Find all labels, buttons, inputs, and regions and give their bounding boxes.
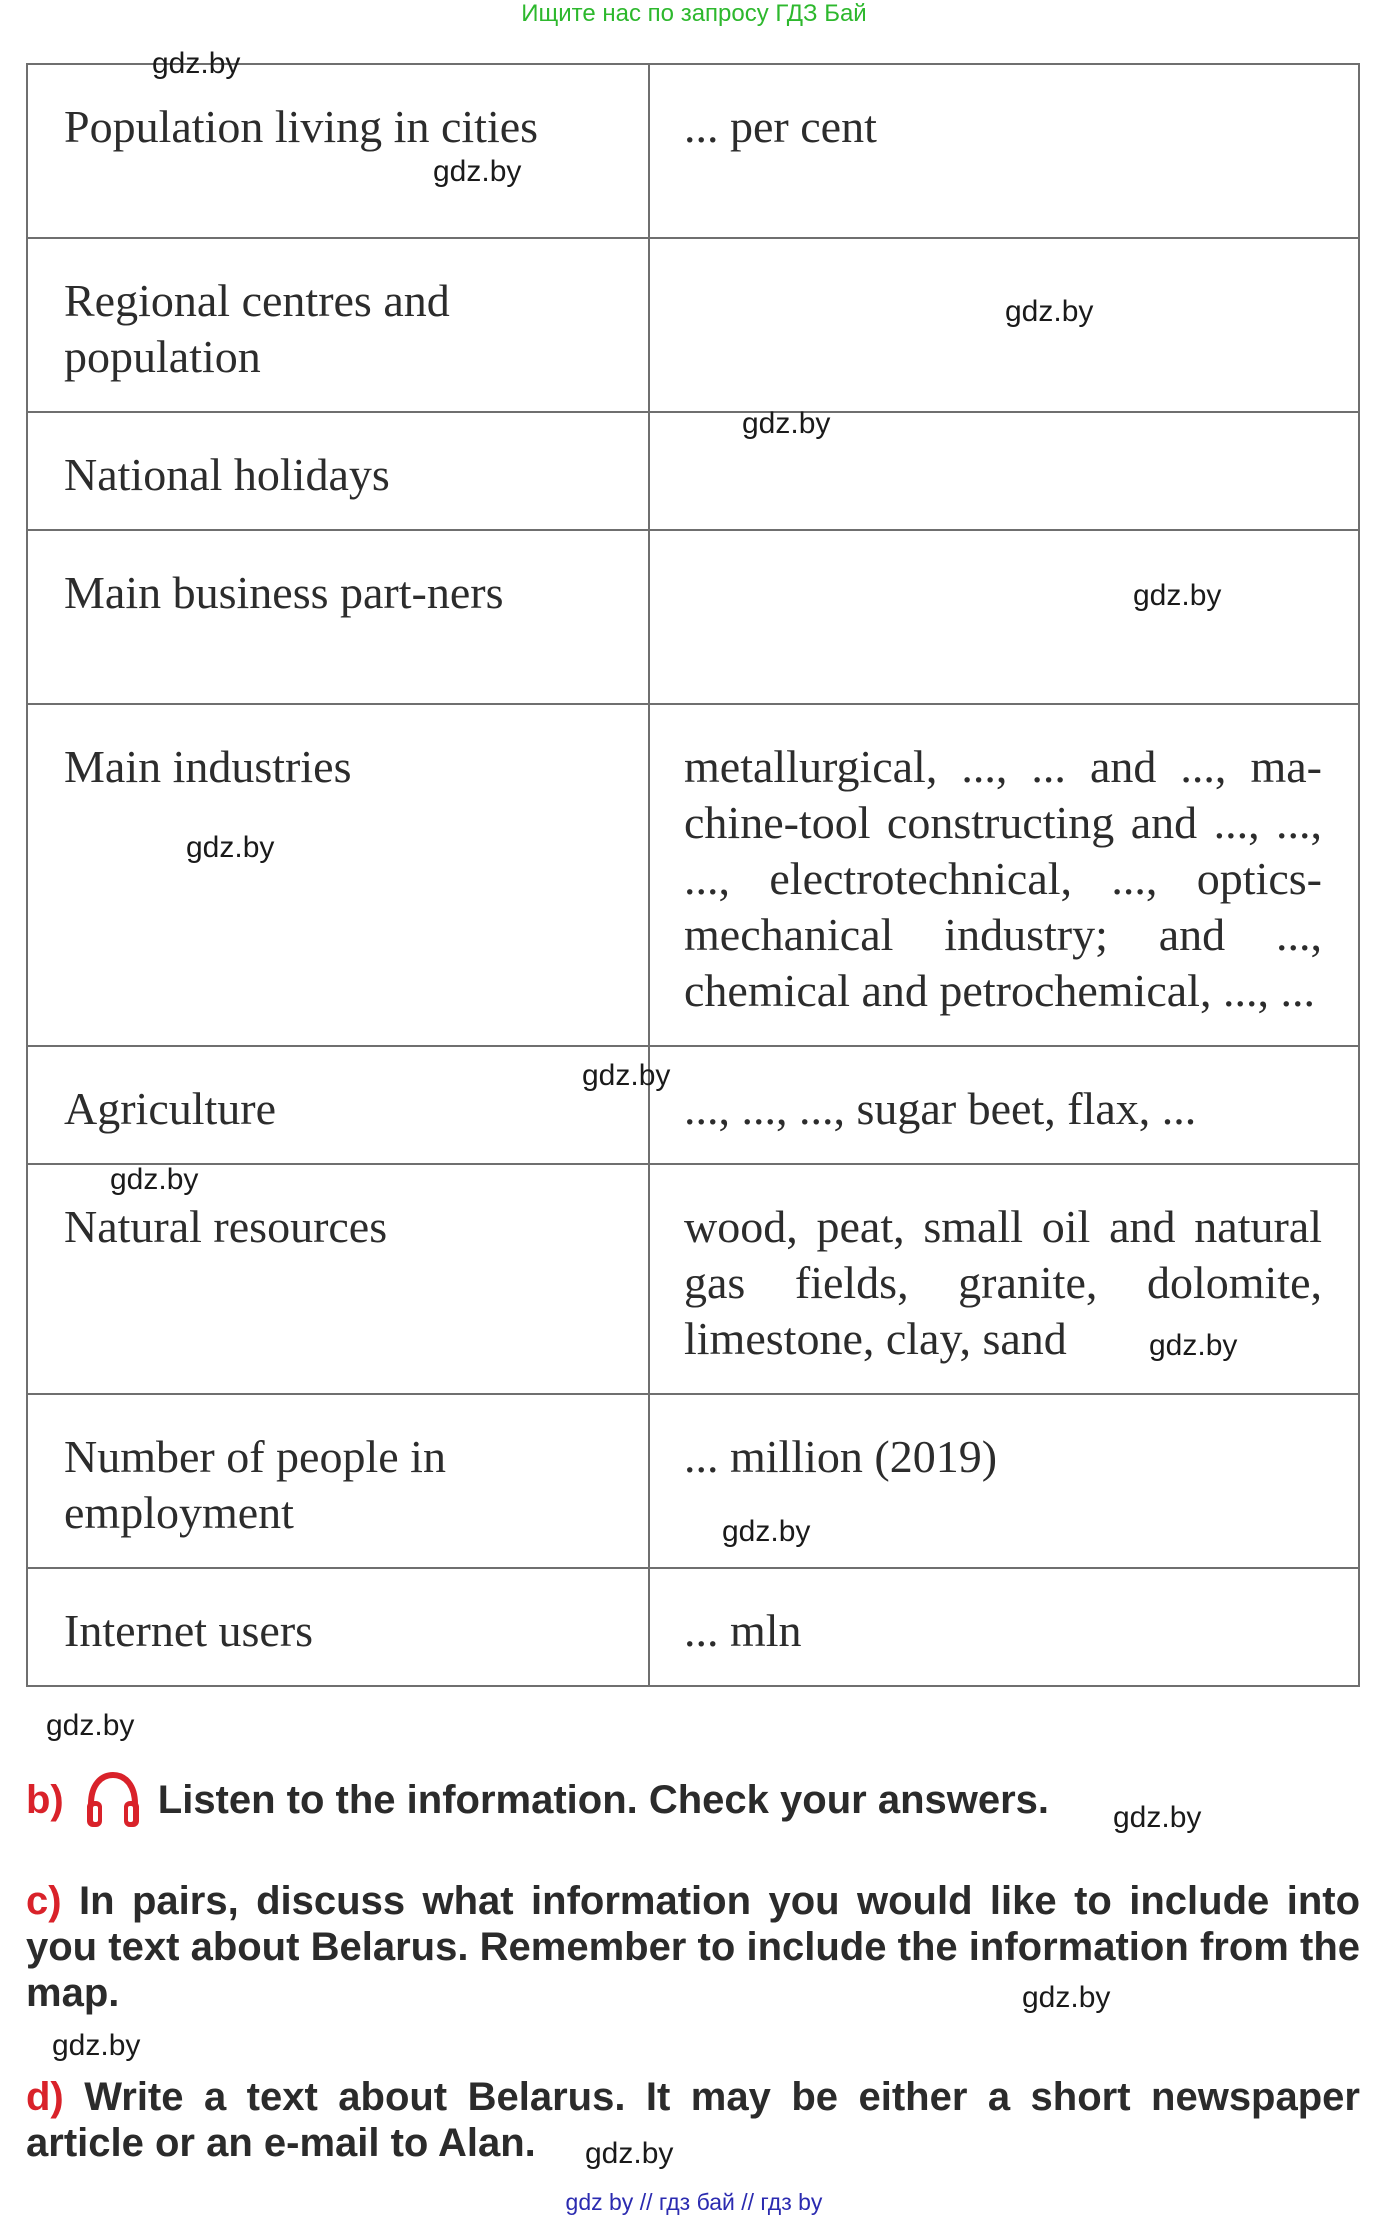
table-row (27, 1046, 1359, 1164)
row-label: Internet users (27, 1568, 649, 1686)
row-value: metallurgical, ..., ... and ..., ma-chine-tool constructing and ..., ..., ..., electrotechnical, ..., optics-mechanical industry; and ..., chemical and petrochemical, ..., ... (649, 704, 1359, 1046)
row-label: Number of people in employment (27, 1394, 649, 1568)
task-b-letter: b) (26, 1778, 64, 1822)
task-d (26, 2074, 1360, 2166)
table-row (27, 704, 1359, 1046)
task-b (26, 1770, 1360, 1830)
row-value: ... mln (649, 1568, 1359, 1686)
row-value: wood, peat, small oil and natural gas fields, granite, dolomite, limestone, clay, sand (649, 1164, 1359, 1394)
table-row (27, 1568, 1359, 1686)
top-banner: Ищите нас по запросу ГДЗ Бай (521, 0, 867, 27)
watermark: gdz.by (1022, 1981, 1111, 2014)
table-row (27, 64, 1359, 238)
row-value (649, 238, 1359, 412)
headphones-icon (84, 1770, 142, 1830)
task-b-text: Listen to the information. Check your answers. (157, 1778, 1050, 1822)
row-value: ..., ..., ..., sugar beet, flax, ... (649, 1046, 1359, 1164)
table-row (27, 1394, 1359, 1568)
row-value: ... per cent (649, 64, 1359, 238)
watermark: gdz.by (186, 831, 275, 864)
row-label: Natural resources (27, 1164, 649, 1394)
row-label: Regional centres and population (27, 238, 649, 412)
watermark: gdz.by (1149, 1329, 1238, 1362)
table-row (27, 238, 1359, 412)
watermark: gdz.by (1005, 295, 1094, 328)
watermark: gdz.by (722, 1515, 811, 1548)
task-c-letter: c) (26, 1879, 79, 1923)
task-d-letter: d) (26, 2075, 85, 2119)
watermark: gdz.by (46, 1709, 135, 1742)
row-label: Population living in cities (27, 64, 649, 238)
row-label: National holidays (27, 412, 649, 530)
table-row (27, 412, 1359, 530)
row-value (649, 530, 1359, 704)
task-c (26, 1878, 1360, 2016)
watermark: gdz.by (1133, 579, 1222, 612)
row-label: Agriculture (27, 1046, 649, 1164)
watermark: gdz.by (152, 47, 241, 80)
task-c-text: In pairs, discuss what information you would like to include into you text about Belarus. Remember to include the information from the map. (26, 1879, 1361, 2015)
row-label: Main business part-ners (27, 530, 649, 704)
watermark: gdz.by (582, 1059, 671, 1092)
watermark: gdz.by (742, 407, 831, 440)
bottom-banner: gdz by // гдз бай // гдз by (565, 2189, 823, 2215)
info-table (26, 63, 1360, 1687)
watermark: gdz.by (433, 155, 522, 188)
watermark: gdz.by (585, 2137, 674, 2170)
table-row (27, 530, 1359, 704)
task-d-text: Write a text about Belarus. It may be either a short newspaper article or an e-mail to Alan. (26, 2075, 1360, 2165)
watermark: gdz.by (52, 2029, 141, 2062)
watermark: gdz.by (1113, 1801, 1202, 1834)
row-label: Main industries (27, 704, 649, 1046)
watermark: gdz.by (110, 1163, 199, 1196)
row-value: ... million (2019) (649, 1394, 1359, 1568)
